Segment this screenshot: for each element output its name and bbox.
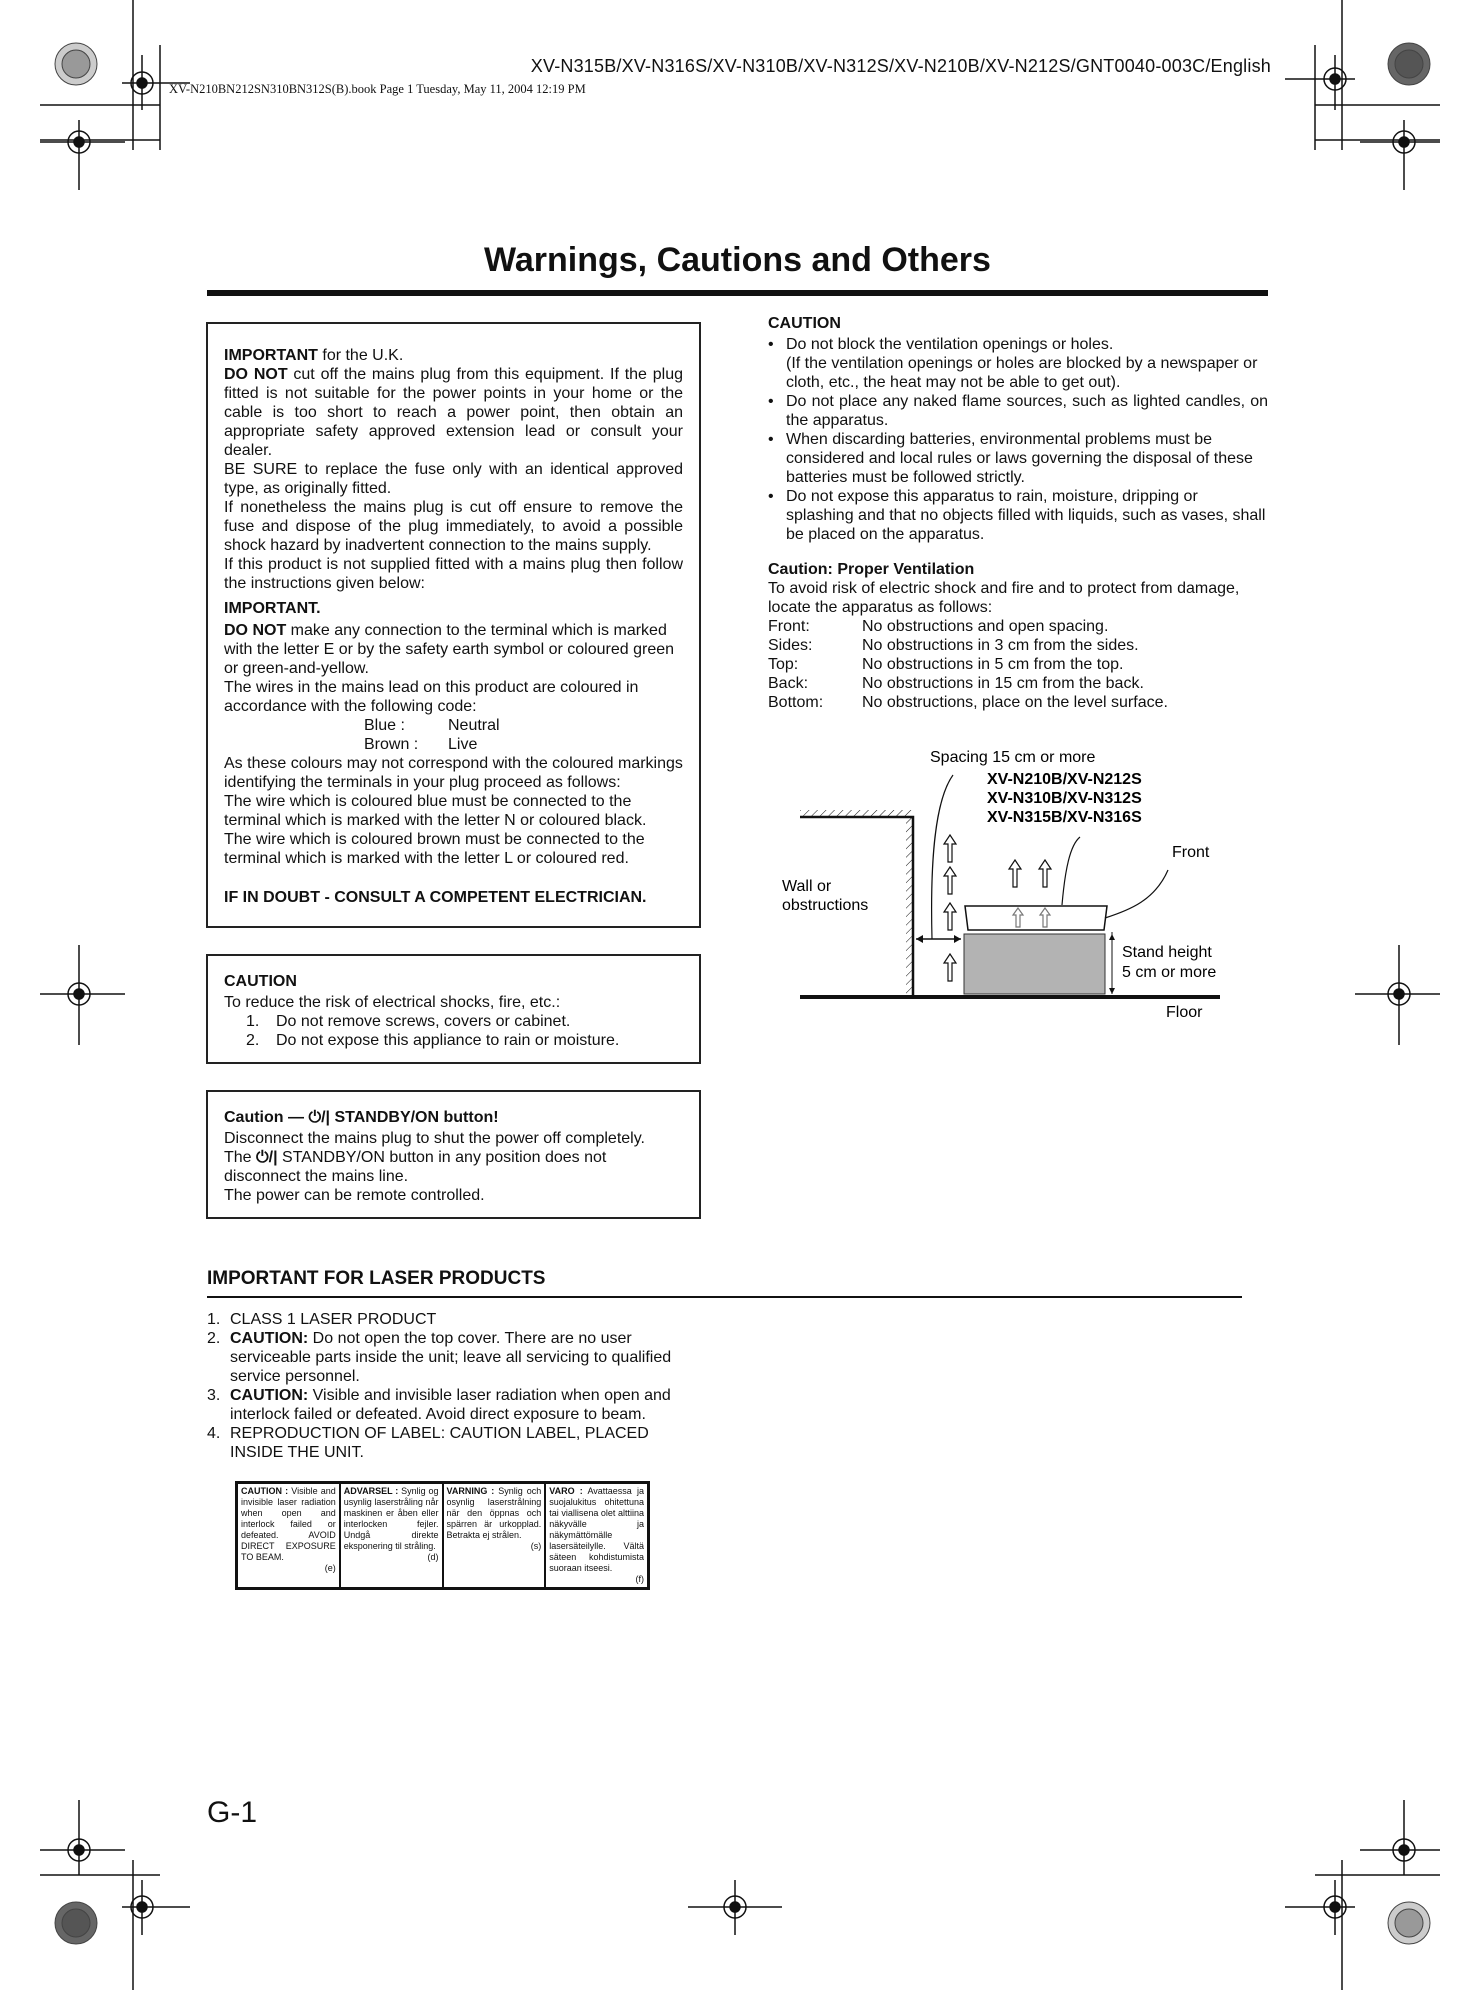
stand-label: 5 cm or more <box>1122 964 1217 981</box>
floor-label: Floor <box>1166 1004 1203 1021</box>
item-number: 2. <box>207 1330 221 1347</box>
stand-label: Stand height <box>1122 944 1212 961</box>
caution-item: Do not remove screws, covers or cabinet. <box>276 1013 571 1030</box>
right-column: CAUTION • Do not block the ventilation openings or holes. (If the ventilation openings or holes are blocked by a newspaper or cloth, etc., the heat may not be able to get out). • Do not place any naked flame sources, such as lighted candles, on the apparatus. • When discarding batteries, environmental problems must be considered and local rules or laws governing the disposal of these batteries must be followed strictly. • Do not expose this apparatus to rain, moisture, dripping or splashing and that no objects filled with liquids, such as vases, shall be placed on the apparatus. Caution: Proper Ventilation To avoid risk of electric shock and fire and to protect from damage, locate the apparatus as follows: Front: No obstructions and open spacing. Sides: No obstructions in 3 cm from the sides. Top: No obstructions in 5 cm from the top. Back: No obstructions in 15 cm from the back. Bottom: No obstructions, place on the level surface. <box>768 315 1268 711</box>
vent-key: Front: <box>768 618 810 635</box>
label-code: (e) <box>324 1563 336 1573</box>
earth-text: make any connection to the terminal which is marked with the letter E or by the safety earth symbol or coloured green or green-and-yellow. <box>224 622 675 677</box>
plug-text: cut off the mains plug from this equipment. If the plug fitted is not suitable for the power points in your home or the cable is too short to reach a power point, then obtain an appropriate safety approved extension lead or consult your dealer. <box>224 366 684 459</box>
standby-line: The <box>224 1149 257 1166</box>
vent-value: No obstructions in 15 cm from the back. <box>862 675 1144 692</box>
item-number: 4. <box>207 1425 221 1442</box>
doubt-text: IF IN DOUBT - CONSULT A COMPETENT ELECTRICIAN. <box>224 889 647 906</box>
uk-heading: IMPORTANT <box>224 347 318 364</box>
label-text: Visible and invisible laser radiation when open and interlock failed or defeated. AVOID DIRECT EXPOSURE TO BEAM. <box>241 1486 336 1562</box>
label-code: (d) <box>427 1552 439 1562</box>
label-text: Avattaessa ja suojalukitus ohitettuna tai viallisena olet alttiina näkyvälle ja näkymättömälle lasersäteilylle. Vältä säteen kohdistumista suoraan itseesi. <box>549 1486 644 1573</box>
label-heading: ADVARSEL : <box>343 1486 399 1496</box>
item-text: REPRODUCTION OF LABEL: CAUTION LABEL, PLACED INSIDE THE UNIT. <box>230 1425 649 1461</box>
item-bold: CAUTION: <box>230 1330 309 1347</box>
label-code: (s) <box>530 1541 542 1551</box>
power-icon: ⏻/| <box>308 1109 331 1126</box>
wall-label: Wall or <box>782 878 832 895</box>
caution-item: Do not expose this appliance to rain or moisture. <box>276 1032 620 1049</box>
standby-title: Caution — <box>224 1109 309 1126</box>
vent-value: No obstructions in 3 cm from the sides. <box>862 637 1139 654</box>
standby-title-b: STANDBY/ON button! <box>330 1109 499 1126</box>
spacing-label: Spacing 15 cm or more <box>930 749 1096 766</box>
label-code: (f) <box>635 1574 644 1584</box>
plug-cut-text: If nonetheless the mains plug is cut off ensure to remove the fuse and dispose of the plug immediately, to avoid a possible shock hazard by inadvertent connection to the mains supply. <box>224 499 683 554</box>
laser-rule <box>207 1296 1242 1298</box>
uk-heading-text: for the U.K. <box>317 347 404 364</box>
uk-important-box <box>206 322 701 928</box>
title-rule <box>207 290 1268 296</box>
model-label: XV-N310B/XV-N312S <box>987 790 1142 807</box>
ventilation-intro: To avoid risk of electric shock and fire and to protect from damage, locate the apparatus as follows: <box>768 580 1240 616</box>
left-column <box>206 322 701 1219</box>
caution-bullet: Do not place any naked flame sources, such as lighted candles, on the apparatus. <box>786 393 1268 429</box>
caution-bullet: When discarding batteries, environmental problems must be considered and local rules or laws governing the disposal of these batteries must be followed strictly. <box>786 431 1253 486</box>
ventilation-title: Caution: Proper Ventilation <box>768 561 975 578</box>
laser-list <box>207 1310 697 1462</box>
caution-title: CAUTION <box>224 973 297 990</box>
label-finnish <box>546 1484 647 1587</box>
item-text: Do not open the top cover. There are no user serviceable parts inside the unit; leave all servicing to qualified service personnel. <box>230 1330 672 1385</box>
page-title: Warnings, Cautions and Others <box>484 241 991 279</box>
item-number: 3. <box>207 1387 221 1404</box>
item-text: Visible and invisible laser radiation when open and interlock failed or defeated. Avoid direct exposure to beam. <box>230 1387 671 1423</box>
wire-meaning: Neutral <box>448 717 500 734</box>
laser-heading: IMPORTANT FOR LASER PRODUCTS <box>207 1268 546 1289</box>
label-text: Synlig og usynlig laserstråling når maskinen er åben eller interlocken fejler. Undgå direkte eksponering til stråling. <box>343 1486 439 1551</box>
do-not-label: DO NOT <box>224 622 287 639</box>
item-text: CLASS 1 LASER PRODUCT <box>230 1311 437 1328</box>
label-swedish <box>444 1484 547 1587</box>
label-danish <box>341 1484 444 1587</box>
page-number: G-1 <box>207 1796 258 1829</box>
important-heading: IMPORTANT. <box>224 600 321 617</box>
item-bold: CAUTION: <box>230 1387 309 1404</box>
caution-bullet: Do not expose this apparatus to rain, moisture, dripping or splashing and that no objects filled with liquids, such as vases, shall be placed on the apparatus. <box>786 488 1266 543</box>
markings-text: As these colours may not correspond with the coloured markings identifying the terminals in your plug proceed as follows: <box>224 755 683 791</box>
label-heading: VARO : <box>549 1486 583 1496</box>
dvd-player <box>965 906 1107 930</box>
wire-meaning: Live <box>448 736 478 753</box>
vent-value: No obstructions, place on the level surface. <box>862 694 1168 711</box>
label-text: Synlig och osynlig laserstrålning när den öppnas och spärren är urkopplad. Betrakta ej strålen. <box>446 1486 542 1540</box>
wire-code-table <box>224 716 683 754</box>
vent-value: No obstructions in 5 cm from the top. <box>862 656 1124 673</box>
standby-caution-box <box>206 1090 701 1219</box>
wire-colour: Brown : <box>364 736 419 753</box>
stand <box>964 934 1105 994</box>
wire-colour: Blue : <box>364 717 405 734</box>
header-book-line: XV-N210BN212SN310BN312S(B).book Page 1 Tuesday, May 11, 2004 12:19 PM <box>169 82 586 96</box>
label-heading: CAUTION : <box>241 1486 289 1496</box>
laser-caution-label <box>235 1481 650 1590</box>
fuse-text: BE SURE to replace the fuse only with an identical approved type, as originally fitted. <box>224 461 683 497</box>
label-heading: VARNING : <box>446 1486 495 1496</box>
vent-key: Sides: <box>768 637 813 654</box>
blue-wire-text: The wire which is coloured blue must be connected to the terminal which is marked with the letter N or coloured black. <box>224 793 647 829</box>
wall-label: obstructions <box>782 897 869 914</box>
vent-key: Back: <box>768 675 809 692</box>
vent-value: No obstructions and open spacing. <box>862 618 1109 635</box>
brown-wire-text: The wire which is coloured brown must be connected to the terminal which is marked with the letter L or coloured red. <box>224 831 645 867</box>
model-label: XV-N210B/XV-N212S <box>987 771 1142 788</box>
vent-key: Bottom: <box>768 694 824 711</box>
item-number: 1. <box>207 1311 221 1328</box>
ventilation-table <box>768 617 1268 712</box>
caution-box: CAUTION To reduce the risk of electrical shocks, fire, etc.: 1. Do not remove screws, covers or cabinet. 2. Do not expose this appliance to rain or moisture. <box>206 954 701 1064</box>
header-models: XV-N315B/XV-N316S/XV-N310B/XV-N312S/XV-N210B/XV-N212S/GNT0040-003C/English <box>530 56 1271 76</box>
model-label: XV-N315B/XV-N316S <box>987 809 1142 826</box>
standby-line: The power can be remote controlled. <box>224 1187 485 1204</box>
standby-line: Disconnect the mains plug to shut the power off completely. <box>224 1130 645 1147</box>
power-icon: ⏻/| <box>256 1149 278 1166</box>
vent-key: Top: <box>768 656 799 673</box>
standby-line: STANDBY/ON button in any position does not disconnect the mains line. <box>224 1149 607 1185</box>
label-english <box>238 1484 341 1587</box>
do-not-label: DO NOT <box>224 366 288 383</box>
front-label: Front <box>1172 844 1210 861</box>
caution-bullet: Do not block the ventilation openings or holes. (If the ventilation openings or holes are blocked by a newspaper or cloth, etc., the heat may not be able to get out). <box>786 336 1258 391</box>
ventilation-diagram <box>760 740 1240 1025</box>
wires-intro: The wires in the mains lead on this product are coloured in accordance with the following code: <box>224 679 639 715</box>
instructions-text: If this product is not supplied fitted with a mains plug then follow the instructions given below: <box>224 556 683 592</box>
right-caution-title: CAUTION <box>768 315 841 332</box>
caution-intro: To reduce the risk of electrical shocks, fire, etc.: <box>224 994 561 1011</box>
